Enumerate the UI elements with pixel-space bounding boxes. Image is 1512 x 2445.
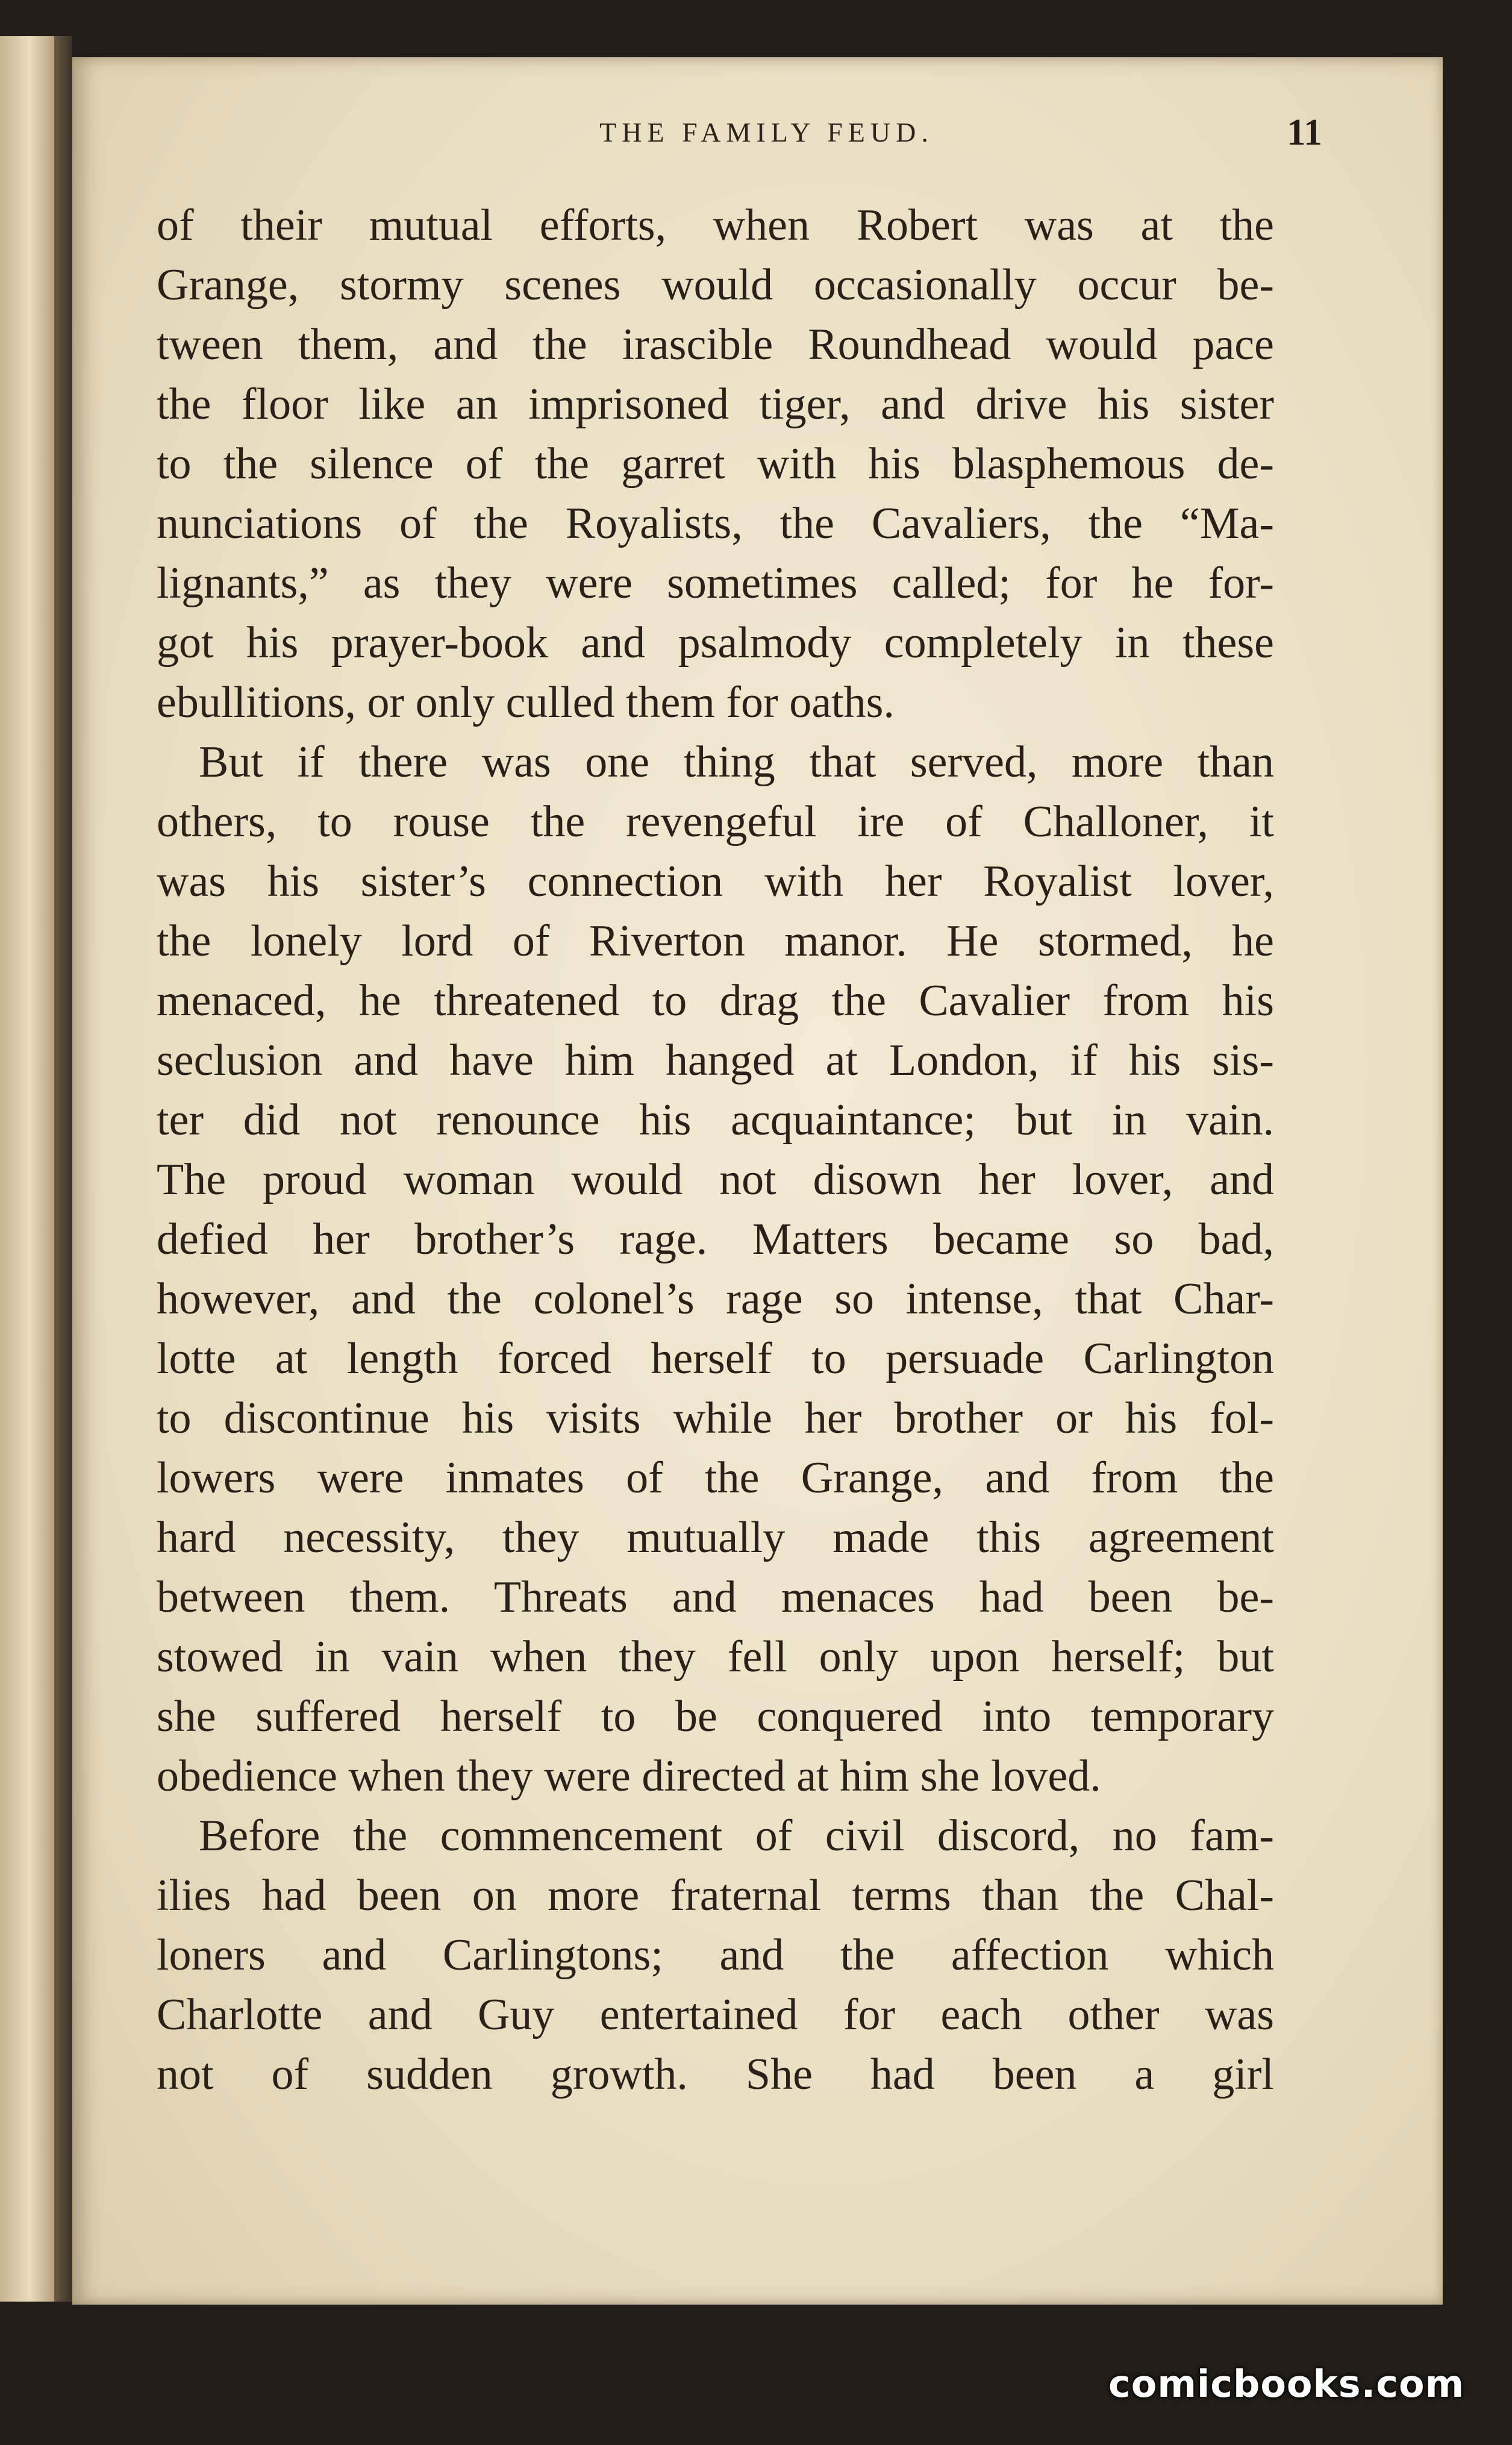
text-line: however, and the colonel’s rage so intense, that Char-: [157, 1274, 1274, 1324]
text-line: between them. Threats and menaces had been be-: [157, 1573, 1274, 1622]
site-watermark: comicbooks.com: [1108, 2362, 1465, 2406]
book-page: [72, 57, 1443, 2305]
text-line: But if there was one thing that served, more than: [199, 737, 1274, 787]
text-line: to discontinue his visits while her brother or his fol-: [157, 1394, 1274, 1443]
text-line: menaced, he threatened to drag the Cavalier from his: [157, 976, 1274, 1025]
text-line: ter did not renounce his acquaintance; but in vain.: [157, 1095, 1274, 1145]
text-line: hard necessity, they mutually made this agreement: [157, 1513, 1274, 1562]
paragraph-2: [157, 733, 1274, 1806]
text-line: seclusion and have him hanged at London, if his sis-: [157, 1036, 1274, 1085]
page-number: 11: [1287, 112, 1322, 153]
text-line: got his prayer-book and psalmody completely in these: [157, 618, 1274, 668]
text-line: the floor like an imprisoned tiger, and drive his sister: [157, 380, 1274, 429]
text-line: lignants,” as they were sometimes called; for he for-: [157, 559, 1274, 608]
text-line: to the silence of the garret with his blasphemous de-: [157, 439, 1274, 489]
text-line: lotte at length forced herself to persuade Carlington: [157, 1334, 1274, 1383]
paragraph-1: [157, 196, 1274, 733]
text-line: stowed in vain when they fell only upon herself; but: [157, 1632, 1274, 1682]
paragraph-3: [157, 1806, 1274, 2105]
text-line: was his sister’s connection with her Royalist lover,: [157, 857, 1274, 906]
text-line: tween them, and the irascible Roundhead would pace: [157, 320, 1274, 369]
text-line: the lonely lord of Riverton manor. He stormed, he: [157, 916, 1274, 966]
text-line: nunciations of the Royalists, the Cavaliers, the “Ma-: [157, 499, 1274, 548]
text-line: ilies had been on more fraternal terms than the Chal-: [157, 1871, 1274, 1920]
text-line: obedience when they were directed at him she loved.: [157, 1752, 1101, 1801]
text-line: Before the commencement of civil discord, no fam-: [199, 1811, 1274, 1861]
running-head: [72, 111, 1443, 154]
text-line: loners and Carlingtons; and the affection which: [157, 1930, 1274, 1980]
text-line: of their mutual efforts, when Robert was at the: [157, 201, 1274, 250]
text-line: lowers were inmates of the Grange, and from the: [157, 1453, 1274, 1503]
text-line: not of sudden growth. She had been a girl: [157, 2050, 1274, 2099]
text-line: she suffered herself to be conquered into temporary: [157, 1692, 1274, 1741]
text-line: The proud woman would not disown her lover, and: [157, 1155, 1274, 1204]
text-line: Charlotte and Guy entertained for each other was: [157, 1990, 1274, 2040]
text-line: ebullitions, or only culled them for oaths.: [157, 678, 895, 727]
body-text: [157, 196, 1274, 2105]
running-title: THE FAMILY FEUD.: [599, 117, 934, 148]
gutter-shadow: [54, 36, 72, 2302]
text-line: others, to rouse the revengeful ire of Challoner, it: [157, 797, 1274, 847]
previous-page-edge: [0, 36, 54, 2302]
text-line: Grange, stormy scenes would occasionally occur be-: [157, 260, 1274, 310]
text-line: defied her brother’s rage. Matters became so bad,: [157, 1215, 1274, 1264]
